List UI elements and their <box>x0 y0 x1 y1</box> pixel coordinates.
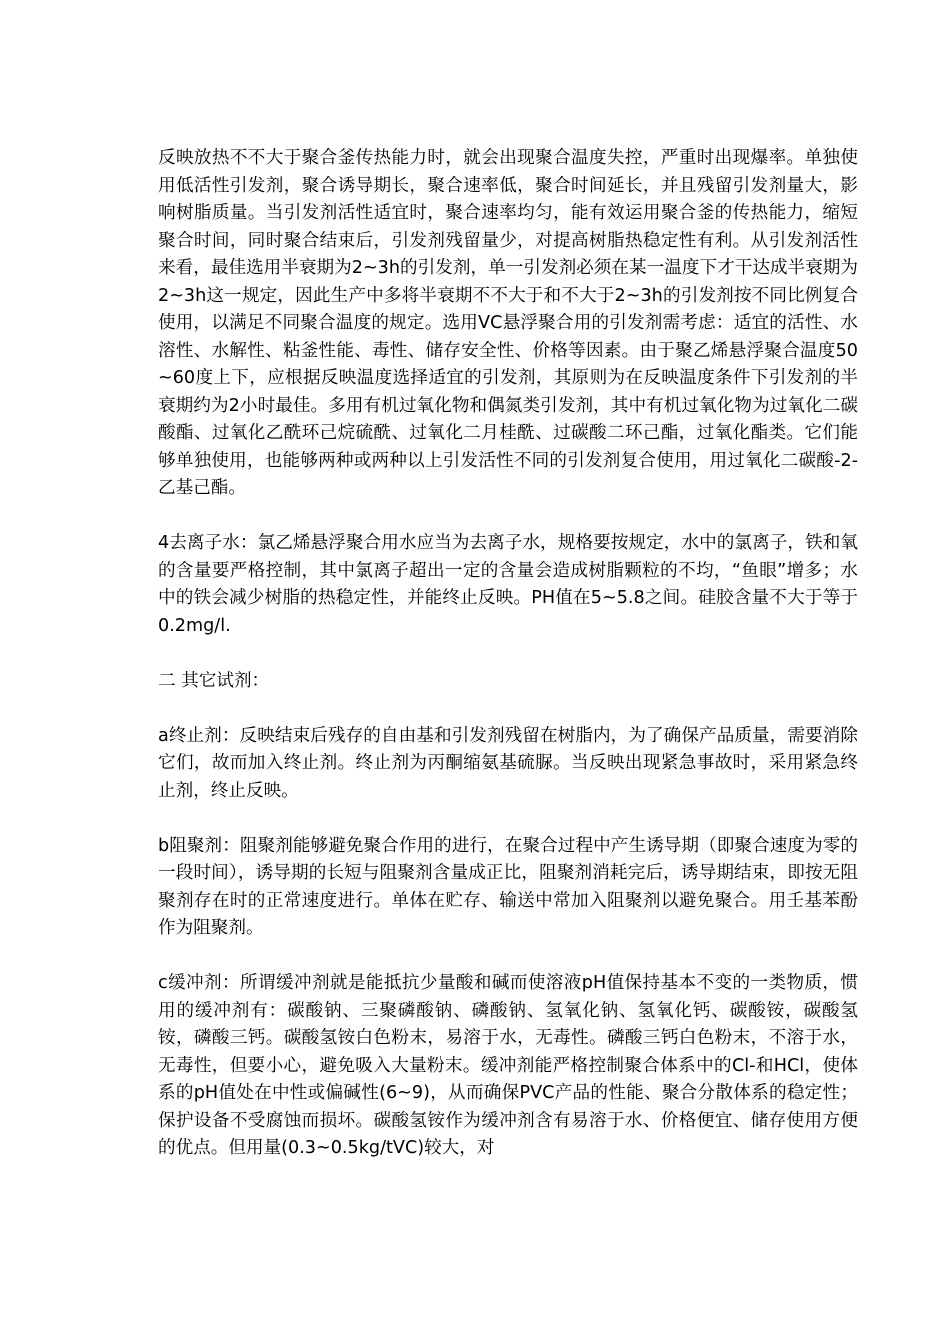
paragraph-initiator: 反映放热不不大于聚合釜传热能力时，就会出现聚合温度失控，严重时出现爆率。单独使用低活性引发剂，聚合诱导期长，聚合速率低，聚合时间延长，并且残留引发剂量大，影响树脂质量。当引发剂活性适宜时，聚合速率均匀，能有效运用聚合釜的传热能力，缩短聚合时间，同时聚合结束后，引发剂残留量少，对提高树脂热稳定性有利。从引发剂活性来看，最佳选用半衰期为2~3h的引发剂，单一引发剂必须在某一温度下才干达成半衰期为2~3h这一规定，因此生产中多将半衰期不不大于和不大于2~3h的引发剂按不同比例复合使用，以满足不同聚合温度的规定。选用VC悬浮聚合用的引发剂需考虑：适宜的活性、水溶性、水解性、粘釜性能、毒性、储存安全性、价格等因素。由于聚乙烯悬浮聚合温度50~60度上下，应根据反映温度选择适宜的引发剂，其原则为在反映温度条件下引发剂的半衰期约为2小时最佳。多用有机过氧化物和偶氮类引发剂，其中有机过氧化物为过氧化二碳酸酯、过氧化乙酰环己烷硫酰、过氧化二月桂酰、过碳酸二环己酯，过氧化酯类。它们能够单独使用，也能够两种或两种以上引发活性不同的引发剂复合使用，用过氧化二碳酸-2-乙基己酯。 <box>158 148 858 498</box>
section-heading-other-reagents: 二 其它试剂： <box>158 670 270 691</box>
paragraph-deionized-water: 4去离子水：氯乙烯悬浮聚合用水应当为去离子水，规格要按规定，水中的氯离子，铁和氧的含量要严格控制，其中氯离子超出一定的含量会造成树脂颗粒的不均，“鱼眼”增多；水中的铁会减少树脂的热稳定性，并能终止反映。PH值在5~5.8之间。硅胶含量不大于等于0.2mg/l. <box>158 533 858 636</box>
paragraph-terminator: a终止剂：反映结束后残存的自由基和引发剂残留在树脂内，为了确保产品质量，需要消除它们，故而加入终止剂。终止剂为丙酮缩氨基硫脲。当反映出现紧急事故时，采用紧急终止剂，终止反映。 <box>158 725 858 801</box>
paragraph-buffer: c缓冲剂：所谓缓冲剂就是能抵抗少量酸和碱而使溶液pH值保持基本不变的一类物质，惯用的缓冲剂有：碳酸钠、三聚磷酸钠、磷酸钠、氢氧化钠、氢氧化钙、碳酸铵，碳酸氢铵，磷酸三钙。碳酸氢铵白色粉末，易溶于水，无毒性。磷酸三钙白色粉末，不溶于水，无毒性，但要小心，避免吸入大量粉末。缓冲剂能严格控制聚合体系中的Cl-和HCl，使体系的pH值处在中性或偏碱性(6~9)，从而确保PVC产品的性能、聚合分散体系的稳定性；保护设备不受腐蚀而损坏。碳酸氢铵作为缓冲剂含有易溶于水、价格便宜、储存使用方便的优点。但用量(0.3~0.5kg/tVC)较大，对 <box>158 973 858 1158</box>
paragraph-inhibitor: b阻聚剂：阻聚剂能够避免聚合作用的进行，在聚合过程中产生诱导期（即聚合速度为零的一段时间），诱导期的长短与阻聚剂含量成正比，阻聚剂消耗完后，诱导期结束，即按无阻聚剂存在时的正常速度进行。单体在贮存、输送中常加入阻聚剂以避免聚合。用壬基苯酚作为阻聚剂。 <box>158 835 858 938</box>
document-page <box>158 145 858 1163</box>
